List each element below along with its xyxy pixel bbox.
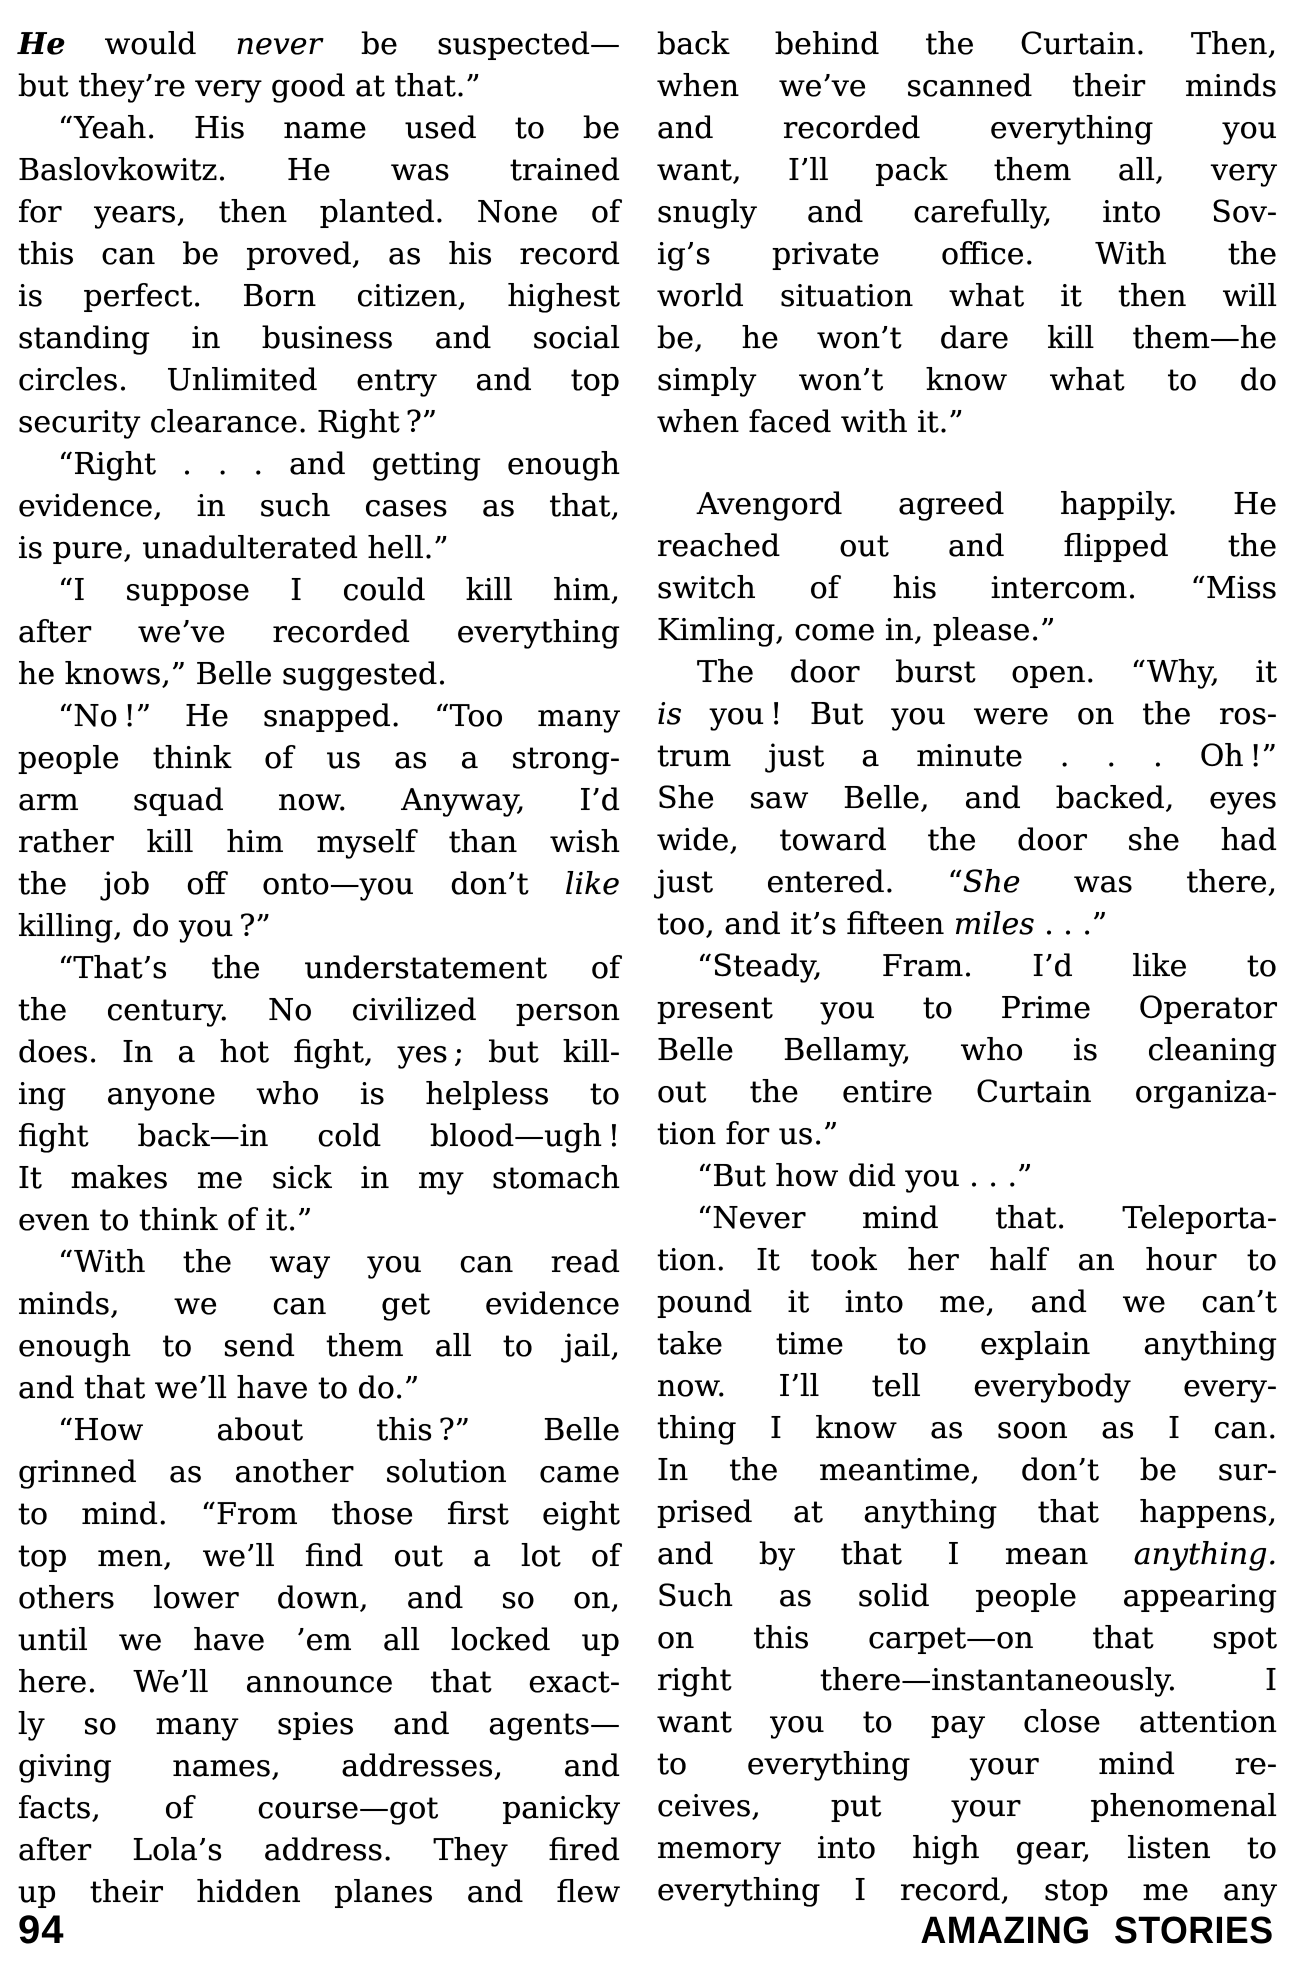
text-line: standing in business and social [18,321,620,356]
text-line: on this carpet—on that spot [657,1621,1277,1656]
text-line: to mind. “From those first eight [18,1497,620,1532]
text-line: the century. No civilized person [18,993,620,1028]
text-line: ly so many spies and agents— [18,1707,620,1742]
text-line: ing anyone who is helpless to [18,1077,620,1112]
text-line: take time to explain anything [657,1327,1277,1362]
text-line: back behind the Curtain. Then, [657,27,1277,62]
text-line: until we have ’em all locked up [18,1623,620,1658]
text-line: enough to send them all to jail, [18,1329,620,1364]
text-line: The door burst open. “Why, it [697,655,1277,690]
text-line: circles. Unlimited entry and top [18,363,620,398]
text-line: he knows,” Belle suggested. [18,657,447,692]
text-line: is you ! But you were on the ros- [657,697,1277,732]
text-line: “Yeah. His name used to be [58,111,620,146]
text-line: ceives, put your phenomenal [657,1789,1277,1824]
text-line: “Steady, Fram. I’d like to [697,949,1277,984]
text-line: pound it into me, and we can’t [657,1285,1277,1320]
text-line: tion. It took her half an hour to [657,1243,1277,1278]
text-line: this can be proved, as his record [18,237,620,272]
text-line: people think of us as a strong- [18,741,620,776]
text-line: now. I’ll tell everybody every- [657,1369,1277,1404]
page-number: 94 [18,1908,65,1952]
text-line: to everything your mind re- [657,1747,1277,1782]
text-line: after we’ve recorded everything [18,615,620,650]
text-line: does. In a hot fight, yes ; but kill- [18,1035,620,1070]
text-line: facts, of course—got panicky [18,1791,620,1826]
text-line: Kimling, come in, please.” [657,613,1056,648]
text-line: Belle Bellamy, who is cleaning [657,1033,1277,1068]
text-line: and that we’ll have to do.” [18,1371,420,1406]
text-line: arm squad now. Anyway, I’d [18,783,620,818]
text-line: “Never mind that. Teleporta- [697,1201,1277,1236]
text-line: memory into high gear, listen to [657,1831,1277,1866]
text-line: fight back—in cold blood—ugh ! [18,1119,620,1154]
text-line: when faced with it.” [657,405,964,440]
text-line: In the meantime, don’t be sur- [657,1453,1277,1488]
text-line: security clearance. Right ?” [18,405,438,440]
text-line: here. We’ll announce that exact- [18,1665,620,1700]
text-line: giving names, addresses, and [18,1749,620,1784]
text-line: thing I know as soon as I can. [657,1411,1277,1446]
text-line: but they’re very good at that.” [18,69,481,104]
text-line: even to think of it.” [18,1203,313,1238]
text-line: world situation what it then will [657,279,1277,314]
text-column-left [18,24,620,1914]
text-line: want, I’ll pack them all, very [657,153,1277,188]
text-line: simply won’t know what to do [657,363,1277,398]
text-column-right [657,24,1277,1914]
text-line: “I suppose I could kill him, [58,573,620,608]
text-line: snugly and carefully, into Sov- [657,195,1277,230]
text-columns [18,24,1277,1914]
text-line: evidence, in such cases as that, [18,489,620,524]
text-line: tion for us.” [657,1117,839,1152]
text-line: “But how did you . . .” [697,1159,1033,1194]
text-line: and recorded everything you [657,111,1277,146]
text-line: reached out and flipped the [657,529,1277,564]
text-line: present you to Prime Operator [657,991,1277,1026]
text-line: want you to pay close attention [657,1705,1277,1740]
text-line: rather kill him myself than wish [18,825,620,860]
text-line: trum just a minute . . . Oh !” [657,739,1277,774]
text-line: when we’ve scanned their minds [657,69,1277,104]
text-line: for years, then planted. None of [18,195,620,230]
text-line: It makes me sick in my stomach [18,1161,620,1196]
text-line: “How about this ?” Belle [58,1413,620,1448]
text-line: killing, do you ?” [18,909,271,944]
text-line: out the entire Curtain organiza- [657,1075,1277,1110]
text-line: Such as solid people appearing [657,1579,1277,1614]
text-line: “That’s the understatement of [58,951,620,986]
text-line: is pure, unadulterated hell.” [18,531,449,566]
text-line: up their hidden planes and flew [18,1875,620,1910]
text-line: the job off onto—you don’t like [18,867,620,902]
text-line: after Lola’s address. They fired [18,1833,620,1868]
text-line: Avengord agreed happily. He [697,487,1277,522]
text-line: everything I record, stop me any [657,1873,1277,1908]
text-line: too, and it’s fifteen miles . . .” [657,907,1108,942]
page-footer [18,1908,1273,1953]
text-line: “Right . . . and getting enough [58,447,620,482]
text-line: switch of his intercom. “Miss [657,571,1277,606]
text-line: top men, we’ll find out a lot of [18,1539,620,1574]
text-line: “No !” He snapped. “Too many [58,699,620,734]
text-line: is perfect. Born citizen, highest [18,279,620,314]
magazine-title: AMAZING STORIES [920,1910,1273,1952]
text-line: ig’s private office. With the [657,237,1277,272]
text-line: prised at anything that happens, [657,1495,1277,1530]
text-line: others lower down, and so on, [18,1581,620,1616]
text-line: wide, toward the door she had [657,823,1277,858]
text-line: He would never be suspected— [18,27,621,62]
text-line: She saw Belle, and backed, eyes [657,781,1277,816]
text-line: just entered. “She was there, [657,865,1278,900]
text-line: and by that I mean anything. [657,1537,1277,1572]
text-line: “With the way you can read [58,1245,620,1280]
text-line: minds, we can get evidence [18,1287,620,1322]
text-line: Baslovkowitz. He was trained [18,153,620,188]
text-line: be, he won’t dare kill them—he [657,321,1277,356]
text-line: right there—instantaneously. I [657,1663,1277,1698]
text-line: grinned as another solution came [18,1455,620,1490]
